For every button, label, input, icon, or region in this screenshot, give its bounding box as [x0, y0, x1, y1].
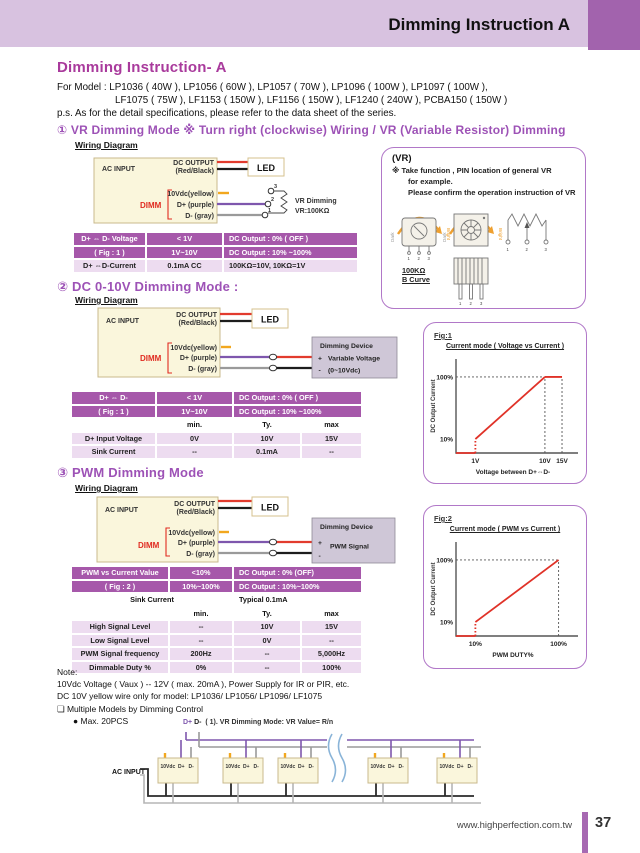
- driver-unit-box: [368, 758, 408, 783]
- y-axis-label: DC Output Current: [431, 379, 437, 433]
- dc-mode-table: [72, 392, 361, 460]
- caption-text: ( 1). VR Dimming Mode: VR Value= R/n: [205, 719, 334, 726]
- table-row: [72, 608, 361, 620]
- vr-dimming-label: VR Dimming: [295, 198, 337, 205]
- svg-text:D- (gray): D- (gray): [186, 551, 215, 558]
- wire-dminus-label: D- (gray): [185, 213, 214, 220]
- x-tick-label: 10V: [539, 458, 551, 465]
- model-line-1: For Model : LP1036 ( 40W ), LP1056 ( 60W ), LP1057 ( 70W ), LP1096 ( 100W ), LP1097 ( 100W ),: [57, 82, 488, 93]
- table-cell: DC Output : 10%~100%: [234, 581, 361, 593]
- svg-text:Variable Voltage: Variable Voltage: [328, 355, 381, 363]
- svg-text:AC INPUT: AC INPUT: [105, 507, 139, 514]
- table-cell: --: [157, 446, 232, 458]
- pin2-label: 2: [271, 197, 275, 203]
- vr-value-label: VR:100KΩ: [295, 208, 330, 215]
- table-row: [72, 406, 361, 418]
- x-tick-label: 1V: [471, 458, 480, 465]
- table-cell: D+ Input Voltage: [72, 433, 155, 445]
- svg-text:D- (gray): D- (gray): [188, 366, 217, 373]
- model-line-2: LF1075 ( 75W ), LF1153 ( 150W ), LF1156 ( 150W ), LF1240 ( 240W ), PCBA150 ( 150W ): [115, 95, 508, 106]
- bright-label: Bright: [446, 228, 451, 241]
- svg-text:2: 2: [417, 256, 420, 261]
- table-cell: DC Output : 0% (OFF): [234, 567, 361, 579]
- unit-10vdc-label: 10Vdc: [225, 764, 241, 770]
- table-cell: max: [324, 608, 339, 618]
- vr-note-line2: for example.: [408, 177, 453, 186]
- svg-text:-: -: [318, 367, 321, 375]
- table-cell: DC Output : 0% ( OFF ): [224, 233, 357, 245]
- table-cell: < 1V: [147, 233, 222, 245]
- unit-dplus-label: D+: [298, 764, 305, 770]
- table-cell: DC Output : 10% ~100%: [234, 406, 361, 418]
- unit-10vdc-label: 10Vdc: [160, 764, 176, 770]
- fig1-chart: [426, 355, 584, 479]
- multi-diagram-caption: [183, 719, 333, 726]
- vr-info-box: [381, 147, 586, 309]
- pin3-label: 3: [274, 184, 278, 190]
- svg-text:PWM Signal: PWM Signal: [330, 543, 369, 551]
- wire-10v-label: 10Vdc(yellow): [167, 191, 214, 198]
- wire-dplus-label: D+ (purple): [176, 202, 214, 209]
- svg-text:10Vdc(yellow): 10Vdc(yellow): [170, 345, 217, 352]
- table-cell: Sink Current: [72, 446, 155, 458]
- svg-text:D+ (purple): D+ (purple): [177, 540, 215, 547]
- vr-mode-table: [74, 233, 357, 274]
- unit-dminus-label: D-: [398, 764, 404, 770]
- table-cell: min.: [193, 608, 209, 618]
- table-cell: --: [170, 635, 232, 647]
- y-tick-label: 10%: [439, 436, 453, 444]
- svg-text:10Vdc(yellow): 10Vdc(yellow): [168, 530, 215, 537]
- table-row: [72, 433, 361, 445]
- table-cell: 0V: [157, 433, 232, 445]
- table-cell: [72, 419, 155, 431]
- table-row: [72, 594, 361, 606]
- table-cell: [72, 608, 168, 620]
- table-cell: High Signal Level: [72, 621, 168, 633]
- vr-spec-label: 100KΩ B Curve: [402, 266, 430, 284]
- svg-text:AC INPUT: AC INPUT: [106, 318, 140, 325]
- section1-wiring-label: Wiring Diagram: [75, 140, 138, 150]
- table-cell: Low Signal Level: [72, 635, 168, 647]
- unit-dminus-label: D-: [308, 764, 314, 770]
- svg-text:1: 1: [407, 256, 410, 261]
- note-block: [57, 666, 349, 727]
- svg-text:2: 2: [469, 301, 472, 306]
- table-row: [74, 233, 357, 245]
- table-cell: Sink Current: [130, 595, 174, 604]
- fig1-title: Current mode ( Voltage vs Current ): [445, 343, 565, 350]
- table-row: [72, 581, 361, 593]
- svg-text:3: 3: [480, 301, 483, 306]
- svg-text:2: 2: [525, 247, 528, 252]
- wiring-diagram-2: [90, 300, 400, 395]
- pin1-label: 1: [268, 208, 272, 214]
- table-cell: < 1V: [157, 392, 232, 404]
- svg-text:-: -: [318, 553, 321, 560]
- section2-wiring-label: Wiring Diagram: [75, 295, 138, 305]
- table-cell: DC Output : 10% ~100%: [224, 247, 357, 259]
- page-title: Dimming Instruction- A: [57, 59, 227, 76]
- fig2-box: [423, 505, 587, 669]
- table-cell: 200Hz: [170, 648, 232, 660]
- table-cell: 10%~100%: [170, 581, 232, 593]
- table-cell: --: [234, 648, 300, 660]
- table-cell: 100KΩ=10V, 10KΩ=1V: [224, 260, 357, 272]
- unit-dminus-label: D-: [188, 764, 194, 770]
- fig2-title: Current mode ( PWM vs Current ): [449, 526, 561, 533]
- table-cell: D+ ⇔ D- Voltage: [74, 233, 145, 245]
- table-cell: 15V: [302, 433, 361, 445]
- chart-axes: [456, 542, 578, 636]
- svg-text:1: 1: [506, 247, 509, 252]
- table-cell: 15V: [302, 621, 361, 633]
- unit-dplus-label: D+: [243, 764, 250, 770]
- table-cell: 1V~10V: [157, 406, 232, 418]
- svg-text:Dimming Device: Dimming Device: [320, 343, 373, 350]
- table-row: [72, 621, 361, 633]
- fig1-label: Fig:1: [434, 331, 452, 340]
- unit-dminus-label: D-: [467, 764, 473, 770]
- table-row: [72, 392, 361, 404]
- fig1-box: [423, 322, 587, 484]
- data-line: [475, 560, 558, 622]
- table-cell: --: [234, 662, 300, 674]
- section3-heading: ③ PWM Dimming Mode: [57, 465, 204, 480]
- footer-accent-bar: [582, 812, 588, 853]
- table-row: [72, 635, 361, 647]
- dimm-label: DIMM: [140, 354, 162, 363]
- ac-input-label: AC INPUT: [112, 769, 146, 776]
- vr-drawings: [390, 202, 580, 306]
- vr-box-title: (VR): [392, 153, 412, 164]
- table-row: [74, 247, 357, 259]
- table-cell: --: [170, 621, 232, 633]
- model-list: [57, 81, 507, 120]
- y-tick-label: 10%: [439, 619, 453, 627]
- connector: [269, 354, 276, 360]
- table-cell: Typical 0.1mA: [239, 595, 288, 604]
- table-cell: ( Fig : 1 ): [72, 406, 155, 418]
- table-cell: --: [302, 446, 361, 458]
- unit-dplus-label: D+: [178, 764, 185, 770]
- table-cell: --: [302, 635, 361, 647]
- vr-terminal-2: [265, 201, 271, 207]
- connector: [269, 365, 276, 371]
- svg-text:DC OUTPUT: DC OUTPUT: [174, 501, 215, 508]
- svg-text:(Red/Black): (Red/Black): [176, 509, 215, 516]
- fig2-chart: [426, 538, 584, 662]
- section2-heading: ② DC 0-10V Dimming Mode :: [57, 279, 239, 294]
- break-symbol: [339, 734, 346, 782]
- vr-terminal-3: [268, 188, 274, 194]
- break-symbol: [329, 734, 336, 782]
- unit-dplus-label: D+: [457, 764, 464, 770]
- svg-text:(Red/Black): (Red/Black): [178, 320, 217, 327]
- table-cell: max: [324, 420, 339, 429]
- table-cell: 0.1mA CC: [147, 260, 222, 272]
- table-cell: 100%: [302, 662, 361, 674]
- driver-unit-box: [278, 758, 318, 783]
- table-cell: Dimmable Duty %: [72, 662, 168, 674]
- svg-text:+: +: [318, 540, 322, 547]
- wiring-diagram-3: [90, 488, 400, 573]
- driver-unit-box: [437, 758, 477, 783]
- table-cell: 5,000Hz: [302, 648, 361, 660]
- vr-schematic: [506, 214, 548, 252]
- unit-dminus-label: D-: [253, 764, 259, 770]
- table-cell: Ty.: [262, 420, 272, 429]
- note-line1: 10Vdc Voltage ( Vaux ) -- 12V ( max. 20mA ), Power Supply for IR or PIR, etc.: [57, 679, 350, 690]
- table-cell: 0%: [170, 662, 232, 674]
- table-cell: <10%: [170, 567, 232, 579]
- svg-text:Dimming Device: Dimming Device: [320, 524, 373, 531]
- table-row: [72, 419, 361, 431]
- unit-10vdc-label: 10Vdc: [439, 764, 455, 770]
- svg-text:LED: LED: [261, 502, 279, 513]
- svg-text:+: +: [318, 355, 322, 363]
- x-tick-label: 10%: [468, 641, 482, 648]
- svg-text:3: 3: [544, 247, 547, 252]
- vr-terminal-1: [262, 212, 268, 218]
- table-cell: 10V: [234, 433, 300, 445]
- note-line4: ● Max. 20PCS: [73, 715, 129, 726]
- chart-axes: [456, 359, 578, 453]
- ps-line: p.s. As for the detail specifications, please refer to the data sheet of the series.: [57, 108, 397, 119]
- vr-note-line3: Please confirm the operation instruction of VR: [408, 188, 576, 197]
- footer-url: www.highperfection.com.tw: [456, 820, 572, 831]
- multi-boxes: [158, 740, 477, 803]
- caption-dplus: D+: [183, 719, 193, 726]
- svg-text:D+ (purple): D+ (purple): [179, 355, 217, 362]
- section1-heading: ① VR Dimming Mode ※ Turn right (clockwise) Wiring / VR (Variable Resistor) Dimming: [57, 123, 566, 137]
- table-row: [72, 648, 361, 660]
- x-tick-label: 100%: [550, 641, 567, 648]
- caption-dminus: D-: [194, 719, 202, 726]
- page-number: 37: [595, 815, 612, 831]
- y-tick-label: 100%: [436, 374, 453, 382]
- section3-wiring-label: Wiring Diagram: [75, 483, 138, 493]
- y-tick-label: 100%: [436, 557, 453, 565]
- unit-10vdc-label: 10Vdc: [370, 764, 386, 770]
- data-line: [475, 377, 545, 439]
- dimm-label: DIMM: [140, 201, 162, 210]
- svg-text:1: 1: [459, 301, 462, 306]
- vr-note-line1: ※ Take function , PIN location of general VR: [392, 166, 552, 175]
- table-cell: 1V~10V: [147, 247, 222, 259]
- svg-text:Bright: Bright: [498, 228, 503, 241]
- page-header-title: Dimming Instruction A: [388, 15, 570, 34]
- table-row: [72, 446, 361, 458]
- dark-label: Dark: [390, 232, 395, 242]
- driver-unit-box: [158, 758, 198, 783]
- svg-text:Dark: Dark: [442, 232, 447, 242]
- table-cell: PWM Signal frequency: [72, 648, 168, 660]
- svg-text:LED: LED: [261, 314, 279, 325]
- table-cell: min.: [187, 420, 202, 429]
- note-line2: DC 10V yellow wire only for model: LP1036/ LP1056/ LP1096/ LF1075: [57, 691, 323, 702]
- unit-10vdc-label: 10Vdc: [280, 764, 296, 770]
- ac-input-label: AC INPUT: [102, 166, 136, 173]
- table-cell: DC Output : 0% ( OFF ): [234, 392, 361, 404]
- driver-unit-box: [223, 758, 263, 783]
- pwm-mode-table: [72, 567, 361, 675]
- x-axis-label: PWM DUTY%: [492, 652, 534, 659]
- table-cell: PWM vs Current Value: [72, 567, 168, 579]
- trimmer-side-view: [454, 258, 488, 306]
- table-cell: Ty.: [262, 608, 272, 618]
- dimm-label: DIMM: [138, 541, 160, 550]
- table-cell: 0V: [234, 635, 300, 647]
- table-cell: 0.1mA: [234, 446, 300, 458]
- multi-model-diagram: [60, 732, 600, 817]
- connector: [269, 550, 276, 556]
- svg-text:3: 3: [427, 256, 430, 261]
- note-line3: ❏ Multiple Models by Dimming Control: [57, 703, 204, 714]
- unit-dplus-label: D+: [388, 764, 395, 770]
- connector: [269, 539, 276, 545]
- table-row: [74, 260, 357, 272]
- table-cell: ( Fig : 2 ): [72, 581, 168, 593]
- x-tick-label: 15V: [556, 458, 568, 465]
- table-cell: ( Fig : 1 ): [74, 247, 145, 259]
- dc-output-sub-label: (Red/Black): [175, 168, 214, 175]
- table-cell: 10V: [234, 621, 300, 633]
- x-axis-label: Voltage between D+⇔D-: [475, 469, 551, 476]
- y-axis-label: DC Output Current: [431, 562, 437, 616]
- table-cell: D+ ⇔ D-: [72, 392, 155, 404]
- svg-text:DC OUTPUT: DC OUTPUT: [176, 312, 217, 319]
- table-row: [72, 567, 361, 579]
- note-label: Note:: [57, 667, 78, 677]
- table-cell: D+ ⇔D-Current: [74, 260, 145, 272]
- fig2-label: Fig:2: [434, 514, 452, 523]
- led-label: LED: [257, 163, 275, 173]
- svg-text:(0~10Vdc): (0~10Vdc): [328, 367, 361, 375]
- header-corner-block: [588, 0, 640, 50]
- dc-output-label: DC OUTPUT: [173, 160, 214, 167]
